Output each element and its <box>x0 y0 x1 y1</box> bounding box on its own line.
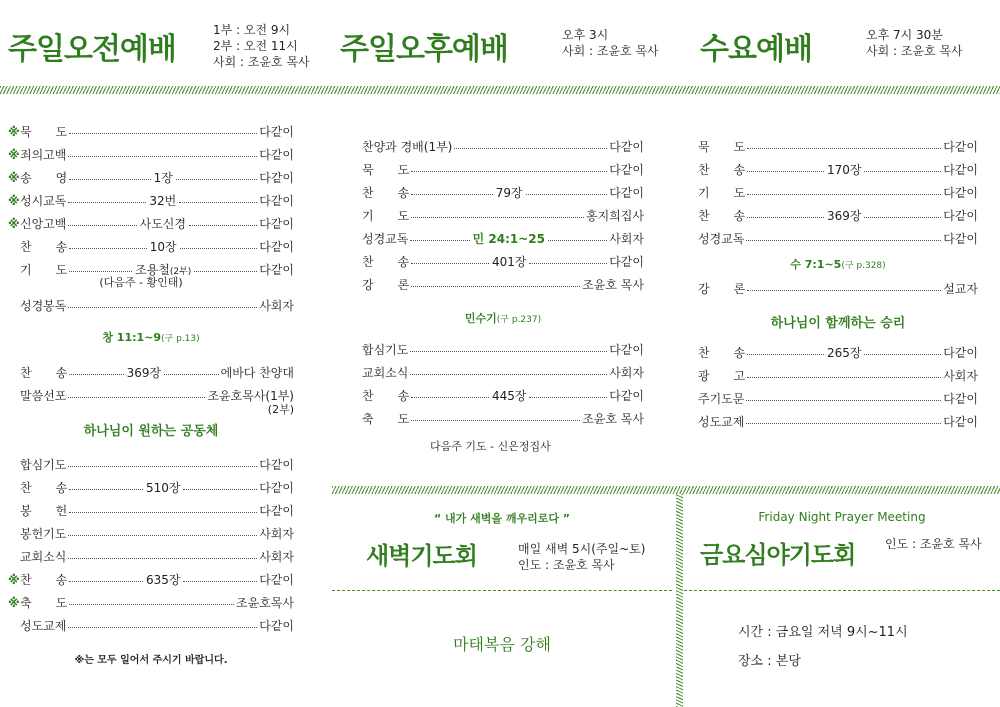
order-value: 다같이 <box>943 209 978 223</box>
order-value: 조윤호 목사 <box>582 412 644 426</box>
order-detail <box>826 344 863 361</box>
order-label: 죄의고백 <box>20 148 67 162</box>
dot-leader <box>410 351 607 352</box>
order-label: 말씀선포 <box>20 389 67 403</box>
order-label: 교회소식 <box>362 366 409 380</box>
dot-leader <box>189 225 257 226</box>
order-value: 다같이 <box>609 343 644 357</box>
order-value: 홍지희집사 <box>586 209 644 223</box>
dot-leader <box>411 263 489 264</box>
order-label: 교회소식 <box>20 550 67 564</box>
dot-leader <box>746 423 941 424</box>
order-detail-text: 사도신경 <box>139 217 186 231</box>
dot-leader <box>68 156 257 157</box>
order-detail <box>153 169 174 186</box>
dot-leader <box>529 397 607 398</box>
order-label: 강 론 <box>362 278 410 292</box>
dot-leader <box>69 179 150 180</box>
order-label: 찬 송 <box>362 255 410 269</box>
standing-mark: ※ <box>8 216 20 231</box>
order-row <box>698 158 978 181</box>
order-row <box>362 338 644 361</box>
dot-leader <box>747 217 824 218</box>
order-label: 성도교제 <box>698 415 745 429</box>
order-detail-text: 401장 <box>491 255 527 269</box>
order-detail <box>126 364 163 381</box>
dot-leader <box>864 354 941 355</box>
friday-divider <box>684 590 1000 591</box>
dot-leader <box>747 377 941 378</box>
order-detail-text: 369장 <box>826 209 862 223</box>
order-row <box>698 227 978 250</box>
dawn-info: 매일 새벽 5시(주일~토) 인도 : 조윤호 목사 <box>518 542 646 572</box>
order-detail-text: 조용철 <box>135 263 170 277</box>
order-label: 축 도 <box>20 596 68 610</box>
dot-leader <box>176 179 257 180</box>
order-row <box>8 453 294 476</box>
dot-leader <box>69 581 143 582</box>
order-value: 다같이 <box>259 481 294 495</box>
standing-mark: ※ <box>8 147 20 162</box>
order-detail <box>826 207 863 224</box>
order-value: 다같이 <box>259 573 294 587</box>
order-label: 신앙고백 <box>20 217 67 231</box>
order-label: 봉헌기도 <box>20 527 67 541</box>
order-value: 다같이 <box>943 163 978 177</box>
order-row <box>362 407 644 430</box>
order-value: 사회자 <box>943 369 978 383</box>
order-row <box>698 277 978 300</box>
sermon-title: 하나님이 함께하는 승리 <box>770 316 906 331</box>
standing-mark: ※ <box>8 595 20 610</box>
dot-leader <box>411 171 607 172</box>
order-row <box>698 364 978 387</box>
order-row <box>698 135 978 158</box>
dot-leader <box>746 240 941 241</box>
order-label: 성도교제 <box>20 619 67 633</box>
order-detail <box>145 571 182 588</box>
dot-leader <box>68 307 257 308</box>
order-value: 다같이 <box>609 389 644 403</box>
order-detail-note: (2부) <box>169 267 192 277</box>
order-row <box>362 181 644 204</box>
order-row <box>698 181 978 204</box>
order-detail-text: 170장 <box>826 163 862 177</box>
order-label: 찬 송 <box>20 240 68 254</box>
order-value: 다같이 <box>259 504 294 518</box>
order-label: 찬 송 <box>20 366 68 380</box>
order-detail-text: 265장 <box>826 346 862 360</box>
order-label: 기 도 <box>20 263 68 277</box>
dot-leader <box>68 535 257 536</box>
wednesday-title: 수요예배 <box>700 32 812 67</box>
order-value: 다같이 <box>259 217 294 231</box>
dot-leader <box>529 263 607 264</box>
dot-leader <box>69 489 143 490</box>
dot-leader <box>68 225 136 226</box>
order-value: 다같이 <box>259 171 295 185</box>
dot-leader <box>183 489 257 490</box>
order-label: 성시교독 <box>20 194 67 208</box>
standing-mark: ※ <box>8 124 20 139</box>
sunday-am-order <box>8 120 294 666</box>
wednesday-order <box>698 135 978 433</box>
dot-leader <box>183 581 257 582</box>
order-label: 성경교독 <box>698 232 745 246</box>
dot-leader <box>69 271 132 272</box>
lower-divider <box>332 486 1000 494</box>
dot-leader <box>548 240 607 241</box>
friday-time: 시간 : 금요일 저녁 9시~11시 <box>738 625 908 640</box>
order-row <box>362 361 644 384</box>
order-value: 설교자 <box>943 282 978 296</box>
dot-leader <box>864 171 941 172</box>
dot-leader <box>164 374 218 375</box>
standing-mark: ※ <box>8 193 20 208</box>
dawn-quote: “ 내가 새벽을 깨우리로다 ” <box>433 512 571 525</box>
order-value: 다같이 <box>943 186 978 200</box>
order-detail-text: 1장 <box>153 171 173 185</box>
dawn-title: 새벽기도회 <box>366 542 477 570</box>
order-label: 묵 도 <box>362 163 410 177</box>
scripture-reference: 수 7:1~5(구 p.328) <box>790 258 886 271</box>
order-detail-text: 32번 <box>149 194 177 208</box>
order-value: 다같이 <box>259 148 294 162</box>
order-value: 다같이 <box>609 186 644 200</box>
order-row <box>8 591 294 614</box>
order-label: 찬양과 경배(1부) <box>362 140 453 154</box>
sunday-am-title: 주일오전예배 <box>8 32 176 67</box>
order-row <box>8 522 294 545</box>
order-label: 축 도 <box>362 412 410 426</box>
dawn-lecture: 마태복음 강해 <box>453 635 551 654</box>
order-value: 다같이 <box>943 392 978 406</box>
order-label: 주기도문 <box>698 392 745 406</box>
order-label: 봉 헌 <box>20 504 68 518</box>
dot-leader <box>69 133 257 134</box>
sunday-pm-info: 오후 3시 사회 : 조윤호 목사 <box>562 28 659 58</box>
order-value: 사회자 <box>259 550 294 564</box>
dot-leader <box>411 420 580 421</box>
order-label: 성경봉독 <box>20 299 67 313</box>
dot-leader <box>747 148 941 149</box>
order-value: 다같이 <box>259 458 294 472</box>
order-row <box>362 158 644 181</box>
dot-leader <box>864 217 941 218</box>
order-value: 사회자 <box>609 232 644 246</box>
scripture-reference: 창 11:1~9(구 p.13) <box>102 331 200 344</box>
dot-leader <box>411 217 584 218</box>
standing-mark: ※ <box>8 572 20 587</box>
sunday-am-info: 1부 : 오전 9시 2부 : 오전 11시 사회 : 조윤호 목사 <box>213 23 310 69</box>
order-value: 다같이 <box>259 125 294 139</box>
order-detail-text: 79장 <box>495 186 523 200</box>
friday-subtitle: Friday Night Prayer Meeting <box>758 510 926 524</box>
order-value: 다같이 <box>609 255 644 269</box>
dot-leader <box>747 171 824 172</box>
order-row <box>362 250 644 273</box>
order-value: 다같이 <box>943 346 978 360</box>
dot-leader <box>68 202 146 203</box>
dot-leader <box>69 604 234 605</box>
second-service-note: (2부) <box>267 403 294 416</box>
dot-leader <box>410 374 607 375</box>
header-divider <box>0 86 1000 94</box>
order-detail <box>145 479 182 496</box>
order-detail-text: 510장 <box>145 481 181 495</box>
order-row <box>8 143 294 166</box>
dot-leader <box>526 194 608 195</box>
standing-footnote: ※는 모두 일어서 주시기 바랍니다. <box>74 655 228 666</box>
order-row <box>8 499 294 522</box>
order-label: 합심기도 <box>362 343 409 357</box>
order-label: 찬 송 <box>20 481 68 495</box>
order-value: 다같이 <box>259 619 294 633</box>
order-row <box>8 361 294 384</box>
dot-leader <box>68 558 257 559</box>
order-detail-text: 민 24:1~25 <box>472 232 545 246</box>
order-value: 다같이 <box>259 194 294 208</box>
order-label: 기 도 <box>698 186 746 200</box>
order-value: 다같이 <box>259 240 294 254</box>
sermon-title: 하나님이 원하는 공동체 <box>83 424 219 439</box>
dot-leader <box>411 194 493 195</box>
dot-leader <box>68 466 257 467</box>
dot-leader <box>746 400 941 401</box>
order-label: 찬 송 <box>362 389 410 403</box>
order-row <box>8 614 294 637</box>
wednesday-info: 오후 7시 30분 사회 : 조윤호 목사 <box>866 28 963 58</box>
order-label: 찬 송 <box>20 573 68 587</box>
order-row <box>8 166 294 189</box>
order-row <box>362 273 644 296</box>
order-row <box>362 204 644 227</box>
order-label: 찬 송 <box>698 209 746 223</box>
dot-leader <box>747 354 824 355</box>
order-row <box>8 568 294 591</box>
order-label: 묵 도 <box>698 140 746 154</box>
dot-leader <box>69 374 123 375</box>
dot-leader <box>747 194 941 195</box>
dot-leader <box>194 271 257 272</box>
lower-vertical-divider <box>676 494 683 707</box>
order-value: 다같이 <box>259 263 295 277</box>
order-row <box>8 476 294 499</box>
order-row <box>698 410 978 433</box>
order-value: 사회자 <box>259 299 294 313</box>
order-row <box>8 235 294 258</box>
order-value: 다같이 <box>943 415 978 429</box>
order-detail-text: 445장 <box>491 389 527 403</box>
order-detail <box>826 161 863 178</box>
dot-leader <box>69 248 147 249</box>
order-value: 조윤호 목사 <box>582 278 644 292</box>
dot-leader <box>411 286 580 287</box>
order-label: 묵 도 <box>20 125 68 139</box>
sunday-pm-order <box>362 135 644 454</box>
dot-leader <box>454 148 607 149</box>
order-detail-text: 10장 <box>149 240 177 254</box>
order-detail-text: 369장 <box>126 366 162 380</box>
order-label: 찬 송 <box>698 163 746 177</box>
order-row <box>8 294 294 317</box>
order-row <box>362 384 644 407</box>
order-label: 성경교독 <box>362 232 409 246</box>
next-week-prayer: 다음주 기도 - 신은정집사 <box>430 440 551 453</box>
order-label: 송 영 <box>20 171 68 185</box>
order-value: 사회자 <box>259 527 294 541</box>
dot-leader <box>68 397 205 398</box>
dot-leader <box>410 240 469 241</box>
order-detail <box>472 230 546 247</box>
order-row <box>8 545 294 568</box>
friday-leader: 인도 : 조윤호 목사 <box>885 537 982 551</box>
standing-mark: ※ <box>8 170 20 185</box>
order-row <box>8 212 294 235</box>
dot-leader <box>68 627 257 628</box>
order-value: 사회자 <box>609 366 644 380</box>
order-value: 조윤호목사 <box>236 596 294 610</box>
order-label: 합심기도 <box>20 458 67 472</box>
order-value: 다같이 <box>943 140 978 154</box>
order-detail-text: 635장 <box>145 573 181 587</box>
order-detail <box>149 238 178 255</box>
sunday-pm-title: 주일오후예배 <box>340 32 508 67</box>
order-value: 다같이 <box>943 232 978 246</box>
order-detail <box>148 192 177 209</box>
friday-title: 금요심야기도회 <box>700 541 856 569</box>
order-detail <box>495 184 524 201</box>
order-label: 찬 송 <box>698 346 746 360</box>
order-row <box>8 189 294 212</box>
order-value: 에바다 찬양대 <box>220 366 294 380</box>
dot-leader <box>180 248 258 249</box>
order-row <box>698 341 978 364</box>
order-row <box>698 387 978 410</box>
next-week-prayer: (다음주 - 황인태) <box>99 276 183 289</box>
dot-leader <box>747 290 941 291</box>
order-row <box>362 227 644 250</box>
dot-leader <box>69 512 257 513</box>
order-detail <box>491 387 528 404</box>
order-detail <box>139 215 187 232</box>
order-row <box>8 120 294 143</box>
order-label: 기 도 <box>362 209 410 223</box>
order-label: 찬 송 <box>362 186 410 200</box>
order-value: 조윤호목사(1부) <box>207 389 294 403</box>
order-detail <box>491 253 528 270</box>
order-row <box>698 204 978 227</box>
order-label: 광 고 <box>698 369 746 383</box>
friday-place: 장소 : 본당 <box>738 654 801 669</box>
dot-leader <box>411 397 489 398</box>
dawn-divider <box>332 590 672 591</box>
dot-leader <box>179 202 257 203</box>
order-value: 다같이 <box>609 140 644 154</box>
sermon-title: 민수기(구 p.237) <box>464 312 542 325</box>
order-label: 강 론 <box>698 282 746 296</box>
order-row <box>362 135 644 158</box>
order-value: 다같이 <box>609 163 644 177</box>
